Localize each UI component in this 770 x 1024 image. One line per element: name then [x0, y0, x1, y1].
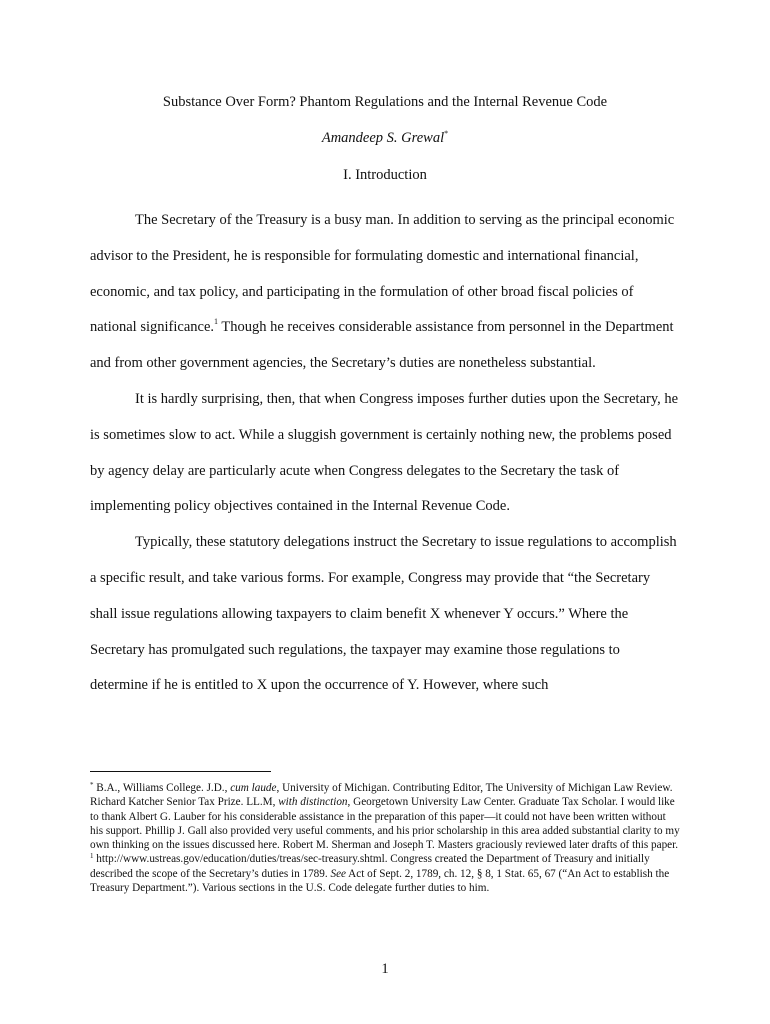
author-footnote-marker[interactable]: * [444, 129, 449, 138]
paragraph-text: Though he receives considerable assistance from personnel in the Department and from other government agencies, the Secretary’s duties are nonetheless substantial. [90, 319, 674, 372]
footnote-text: B.A., Williams College. J.D., [93, 782, 231, 794]
author-name: Amandeep S. Grewal [321, 130, 445, 146]
footnote-text: , Georgetown University Law Center. Graduate Tax Scholar. I would like to thank Albert G. Lauber for his considerable assistance in the preparation of this paper—it could not have been written without his support. Phillip J. Gall also provided very useful comments, and his prior scholarship in this area added substantial clarity to my own thinking on the issues discussed here. Robert M. Sherman and Joseph T. Masters graciously reviewed later drafts of this paper. [90, 796, 680, 852]
footnote-reference[interactable]: 1 [214, 317, 219, 327]
page-number: 1 [381, 961, 389, 977]
footnote [90, 852, 680, 895]
footnote [90, 781, 680, 852]
footnote-marker: * [90, 781, 94, 789]
footnote-marker: 1 [90, 852, 94, 861]
footnote-italic-text: with distinction [278, 796, 348, 809]
body-text [90, 203, 680, 704]
footnote-divider [90, 771, 271, 772]
paragraph: It is hardly surprising, then, that when Congress imposes further duties upon the Secretary, he is sometimes slow to act. While a sluggish government is certainly nothing new, the problems posed by agency delay are particularly acute when Congress delegates to the Secretary the task of implementing policy objectives contained in the Internal Revenue Code. [90, 390, 679, 515]
paragraph: Typically, these statutory delegations instruct the Secretary to issue regulations to accomplish a specific result, and take various forms. For example, Congress may provide that “the Secretary shall issue regulations allowing taxpayers to claim benefit X whenever Y occurs.” Where the Secretary has promulgated such regulations, the taxpayer may examine those regulations to determine if he is entitled to X upon the occurrence of Y. However, where such [90, 534, 677, 694]
footnotes [90, 781, 680, 895]
paragraph [90, 203, 680, 382]
footnote-text: http://www.ustreas.gov/education/duties/treas/sec-treasury.shtml. Congress created the Department of Treasury and initially described the scope of the Secretary’s duties in 1789. [90, 853, 650, 880]
paragraph-text: The Secretary of the Treasury is a busy man. In addition to serving as the principal economic advisor to the President, he is responsible for formulating domestic and international financial, economic, and tax policy, and participating in the formulation of other broad fiscal policies of national significance. [90, 212, 675, 336]
footnote-text: , University of Michigan. Contributing Editor, The University of Michigan Law Review. Richard Katcher Senior Tax Prize. LL.M, [90, 782, 673, 809]
section-heading: I. Introduction [343, 167, 427, 183]
footnote-italic-text: cum laude [230, 782, 277, 794]
footnote-italic-text: See [330, 867, 346, 880]
author-line [0, 129, 770, 147]
footnote-text: Act of Sept. 2, 1789, ch. 12, § 8, 1 Stat. 65, 67 (“An Act to establish the Treasury Department.”). Various sections in the U.S. Code delegate further duties to him. [90, 867, 670, 895]
paper-title: Substance Over Form? Phantom Regulations and the Internal Revenue Code [162, 94, 608, 110]
